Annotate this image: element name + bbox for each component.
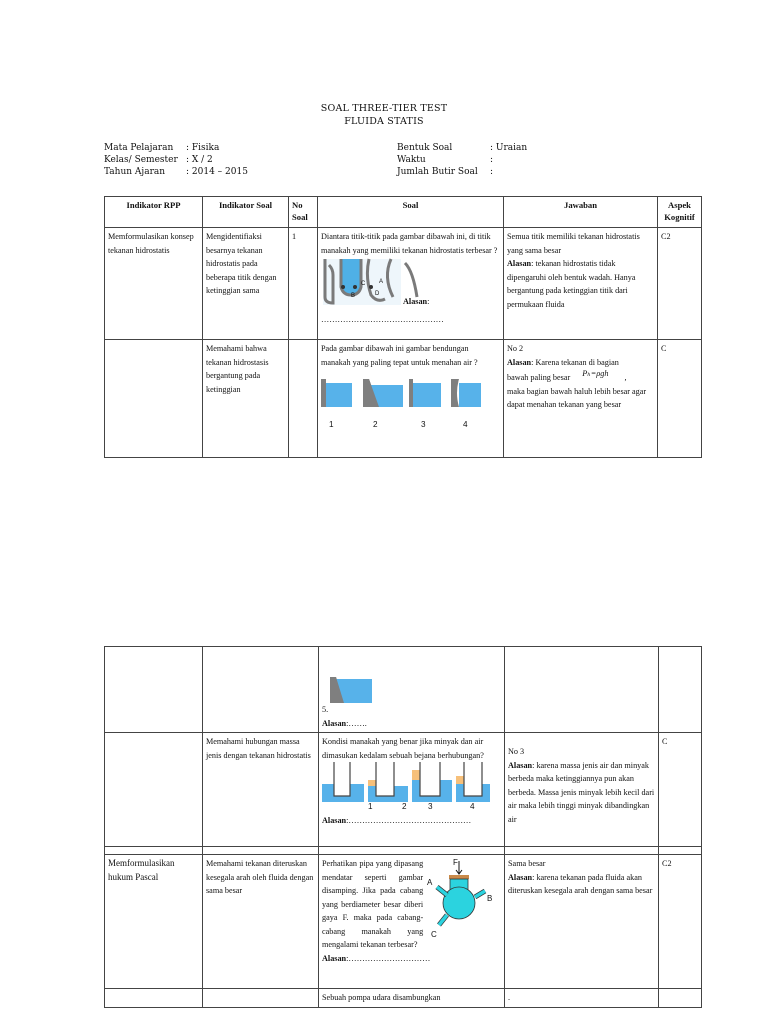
doc-subtitle: FLUIDA STATIS — [344, 116, 424, 127]
info-value-bentuk: : Uraian — [490, 143, 528, 153]
svg-text:A: A — [379, 279, 384, 285]
table-row — [105, 855, 702, 989]
header-jawaban: Jawaban — [504, 197, 658, 228]
info-value-waktu: : — [490, 155, 494, 165]
cell-jawaban — [504, 228, 658, 340]
cell-indikator-rpp — [105, 989, 203, 1008]
cell-indikator-rpp — [105, 647, 203, 733]
cell-jawaban — [505, 855, 659, 989]
dam-label-2: 2 — [373, 419, 378, 429]
info-value-mapel: : Fisika — [186, 143, 220, 153]
dam-label-1: 1 — [329, 419, 334, 429]
cell-jawaban — [505, 647, 659, 733]
cell-aspek: C2 — [658, 228, 702, 340]
question-text: Pada gambar dibawah ini gambar bendungan manakah yang paling tepat untuk menahan air ? — [321, 344, 478, 367]
answer-text: Semua titik memiliki tekanan hidrostatis yang sama besar — [507, 232, 640, 255]
info-label-bentuk: Bentuk Soal — [397, 143, 453, 153]
vessel-label-4: 4 — [470, 802, 475, 811]
info-value-tahun: : 2014 – 2015 — [186, 167, 248, 177]
question-table-2 — [104, 646, 702, 1008]
branch-label-c: C — [431, 930, 437, 939]
cell-jawaban — [504, 340, 658, 458]
table-row — [105, 228, 702, 340]
answer-alasan-label: Alasan — [507, 259, 532, 268]
cell-jawaban: . — [505, 989, 659, 1008]
header-aspek-kognitif: Aspek Kognitif — [658, 197, 702, 228]
vessel-label-3: 3 — [428, 802, 433, 811]
info-label-jumlah: Jumlah Butir Soal — [397, 167, 478, 177]
answer-number: No 2 — [507, 344, 524, 353]
question-text: Diantara titik-titik pada gambar dibawah ini, di titik manakah yang memiliki tekanan hidrostatis terbesar ? — [321, 232, 498, 255]
answer-number: No 3 — [508, 747, 525, 756]
info-label-waktu: Waktu — [397, 155, 426, 165]
cell-indikator-rpp — [105, 340, 203, 458]
doc-title: SOAL THREE-TIER TEST — [320, 103, 448, 114]
cell-indikator-soal: Memahami hubungan massa jenis dengan tekanan hidrostatis — [203, 733, 319, 847]
answer-alasan-label: Alasan — [507, 357, 532, 367]
table-row — [105, 989, 702, 1008]
cell-soal: Sebuah pompa udara disambungkan — [319, 989, 505, 1008]
svg-text:B: B — [351, 293, 356, 299]
alasan-dots: :……………………………………… — [346, 816, 472, 825]
connected-vessels-figure — [322, 762, 492, 802]
answer-line: bawah paling besar — [507, 373, 571, 382]
cell-aspek: C — [659, 733, 702, 847]
cell-indikator-rpp — [105, 733, 203, 847]
vessel-label-1: 1 — [368, 802, 373, 811]
answer-rest: maka bagian bawah haluh lebih besar agar dapat menahan tekanan yang besar — [507, 386, 647, 409]
question-text: Kondisi manakah yang benar jika minyak dan air dimasukan kedalam sebuah bejana berhubungan? — [322, 737, 484, 760]
dam-shapes-figure — [321, 375, 481, 413]
svg-text:C: C — [361, 281, 366, 287]
cell-jawaban — [505, 733, 659, 847]
info-value-kelas: : X / 2 — [186, 155, 213, 165]
alasan-label: Alasan — [322, 953, 347, 963]
alasan-dots: ……………………………………… — [321, 315, 444, 324]
answer-alasan-text: : karena tekanan pada fluida akan diteruskan kesegala arah dengan sama besar — [508, 872, 653, 895]
cell-indikator-soal: Memahami bahwa tekanan hidrostasis bergantung pada ketinggian — [203, 340, 289, 458]
table-header-row — [105, 197, 702, 228]
cell-indikator-rpp: Memformulasikan konsep tekanan hidrostatis — [105, 228, 203, 340]
force-label: F — [453, 858, 459, 867]
cell-indikator-rpp: Memformulasikan hukum Pascal — [105, 855, 203, 989]
alasan-label: Alasan — [322, 718, 347, 728]
cell-soal — [319, 733, 505, 847]
answer-text: Sama besar — [508, 859, 546, 868]
svg-text:D: D — [375, 291, 380, 297]
cell-indikator-soal — [203, 647, 319, 733]
table-row — [105, 733, 702, 847]
alasan-colon: : — [427, 297, 430, 306]
cell-soal — [318, 340, 504, 458]
cell-no-soal: 1 — [289, 228, 318, 340]
answer-alasan-label: Alasan — [508, 872, 533, 882]
dam-label-3: 3 — [421, 419, 426, 429]
alasan-label: Alasan — [322, 816, 347, 825]
cell-no-soal — [289, 340, 318, 458]
table-row — [105, 647, 702, 733]
dam-5-figure — [322, 675, 382, 703]
table-row — [105, 340, 702, 458]
cell-soal — [319, 647, 505, 733]
pascal-pipe-figure — [423, 857, 501, 947]
question-text: Perhatikan pipa yang dipasang mendatar seperti gambar disamping. Jika pada cabang yang berdiameter besar diberi gaya F. maka pada cabang-cabang manakah yang mengalami tekanan terbesar? — [322, 859, 424, 949]
cell-aspek — [659, 647, 702, 733]
alasan-label: Alasan — [403, 297, 428, 306]
table-row-spacer — [105, 847, 702, 855]
branch-label-a: A — [427, 878, 433, 887]
pressure-formula: Pₕ=ρgh — [582, 369, 609, 378]
info-label-mapel: Mata Pelajaran — [104, 143, 174, 153]
branch-label-b: B — [487, 894, 493, 903]
cell-indikator-soal: Mengidentifiaksi besarnya tekanan hidrostatis pada beberapa titik dengan ketinggian sama — [203, 228, 289, 340]
answer-alasan-text: : tekanan hidrostatis tidak dipengaruhi oleh bentuk wadah. Hanya bergantung pada ketinggian titik dari permukaan fluida — [507, 259, 636, 309]
info-value-jumlah: : — [490, 167, 494, 177]
cell-indikator-soal — [203, 989, 319, 1008]
header-no-soal: No Soal — [289, 197, 318, 228]
header-indikator-soal: Indikator Soal — [203, 197, 289, 228]
cell-soal — [318, 228, 504, 340]
header-indikator-rpp: Indikator RPP — [105, 197, 203, 228]
cell-aspek: C2 — [659, 855, 702, 989]
alasan-dots: :………………………… — [346, 953, 431, 963]
vessel-label-2: 2 — [402, 802, 407, 811]
cell-indikator-soal: Memahami tekanan diteruskan kesegala arah oleh fluida dengan sama besar — [203, 855, 319, 989]
answer-alasan-text: : karena massa jenis air dan minyak berbeda maka ketinggiannya pun akan berbeda. Massa jenis minyak lebih kecil dari air maka lebih tinggi minyak dibandingkan air — [508, 760, 655, 824]
header-soal: Soal — [318, 197, 504, 228]
question-number-5: 5. — [322, 705, 329, 714]
formula-comma: , — [624, 373, 627, 382]
cell-soal — [319, 855, 505, 989]
alasan-dots: :……. — [346, 718, 367, 728]
cell-aspek: C — [658, 340, 702, 458]
question-table-1 — [104, 196, 702, 458]
info-label-kelas: Kelas/ Semester — [104, 155, 178, 165]
answer-alasan-text: : Karena tekanan di bagian — [531, 357, 619, 367]
cell-aspek — [659, 989, 702, 1008]
answer-alasan-label: Alasan — [508, 760, 533, 770]
dam-label-4: 4 — [463, 419, 468, 429]
info-label-tahun: Tahun Ajaran — [104, 167, 166, 177]
